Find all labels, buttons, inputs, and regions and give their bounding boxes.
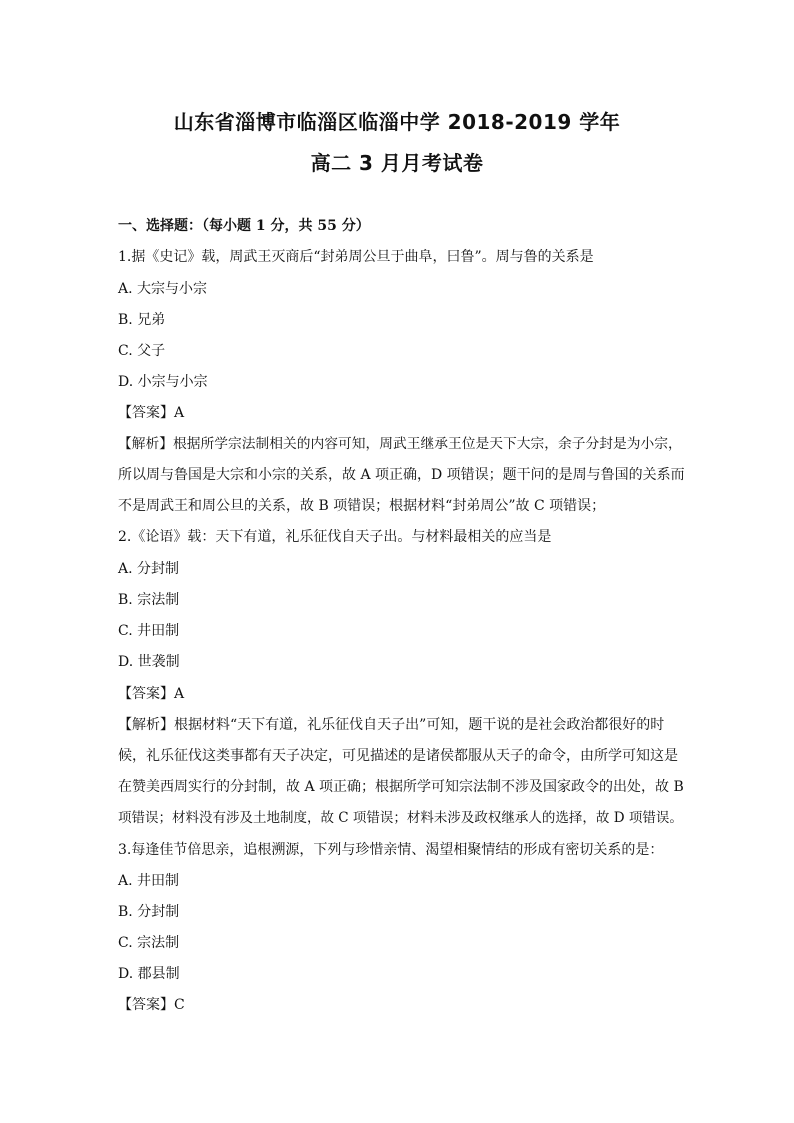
question-1-option-a: A. 大宗与小宗 bbox=[118, 281, 208, 297]
question-3-option-d: D. 郡县制 bbox=[118, 966, 180, 982]
document-subtitle: 高二 3 月月考试卷 bbox=[310, 151, 484, 175]
question-1-analysis-line: 不是周武王和周公旦的关系，故 B 项错误；根据材料“封弟周公”故 C 项错误； bbox=[118, 498, 606, 514]
question-1-answer: 【答案】A bbox=[118, 405, 185, 421]
question-3-answer: 【答案】C bbox=[118, 997, 185, 1013]
question-2-analysis-line: 在赞美西周实行的分封制，故 A 项正确；根据所学可知宗法制不涉及国家政令的出处，故 B bbox=[118, 779, 684, 795]
question-3-option-c: C. 宗法制 bbox=[118, 935, 180, 951]
question-2-analysis-line: 项错误；材料没有涉及土地制度，故 C 项错误；材料未涉及政权继承人的选择，故 D 项错误。 bbox=[118, 810, 683, 826]
question-2-answer: 【答案】A bbox=[118, 686, 185, 702]
question-2-analysis-line: 候，礼乐征伐这类事都有天子决定，可见描述的是诸侯都服从天子的命令，由所学可知这是 bbox=[118, 748, 678, 764]
question-2-stem: 2.《论语》载：天下有道，礼乐征伐自天子出。与材料最相关的应当是 bbox=[118, 529, 552, 545]
question-1-option-b: B. 兄弟 bbox=[118, 312, 166, 328]
question-1-analysis-line: 【解析】根据所学宗法制相关的内容可知，周武王继承王位是天下大宗，余子分封是为小宗， bbox=[118, 436, 682, 452]
question-1-analysis-line: 所以周与鲁国是大宗和小宗的关系，故 A 项正确，D 项错误；题干问的是周与鲁国的关系而 bbox=[118, 467, 685, 483]
question-3-option-a: A. 井田制 bbox=[118, 873, 180, 889]
section-heading: 一、选择题：（每小题 1 分，共 55 分） bbox=[118, 218, 370, 234]
question-2-analysis-line: 【解析】根据材料“天下有道，礼乐征伐自天子出”可知，题干说的是社会政治都很好的时 bbox=[118, 717, 665, 733]
question-2-option-b: B. 宗法制 bbox=[118, 592, 180, 608]
question-3-stem: 3.每逢佳节倍思亲，追根溯源，下列与珍惜亲情、渴望相聚情结的形成有密切关系的是： bbox=[118, 842, 664, 858]
question-3-option-b: B. 分封制 bbox=[118, 904, 180, 920]
question-2-option-a: A. 分封制 bbox=[118, 561, 180, 577]
question-1-option-d: D. 小宗与小宗 bbox=[118, 374, 208, 390]
question-1-stem: 1.据《史记》载，周武王灭商后“封弟周公旦于曲阜，曰鲁”。周与鲁的关系是 bbox=[118, 249, 594, 265]
question-1-option-c: C. 父子 bbox=[118, 343, 166, 359]
question-2-option-d: D. 世袭制 bbox=[118, 654, 180, 670]
question-2-option-c: C. 井田制 bbox=[118, 623, 180, 639]
document-title: 山东省淄博市临淄区临淄中学 2018-2019 学年 bbox=[173, 110, 621, 134]
